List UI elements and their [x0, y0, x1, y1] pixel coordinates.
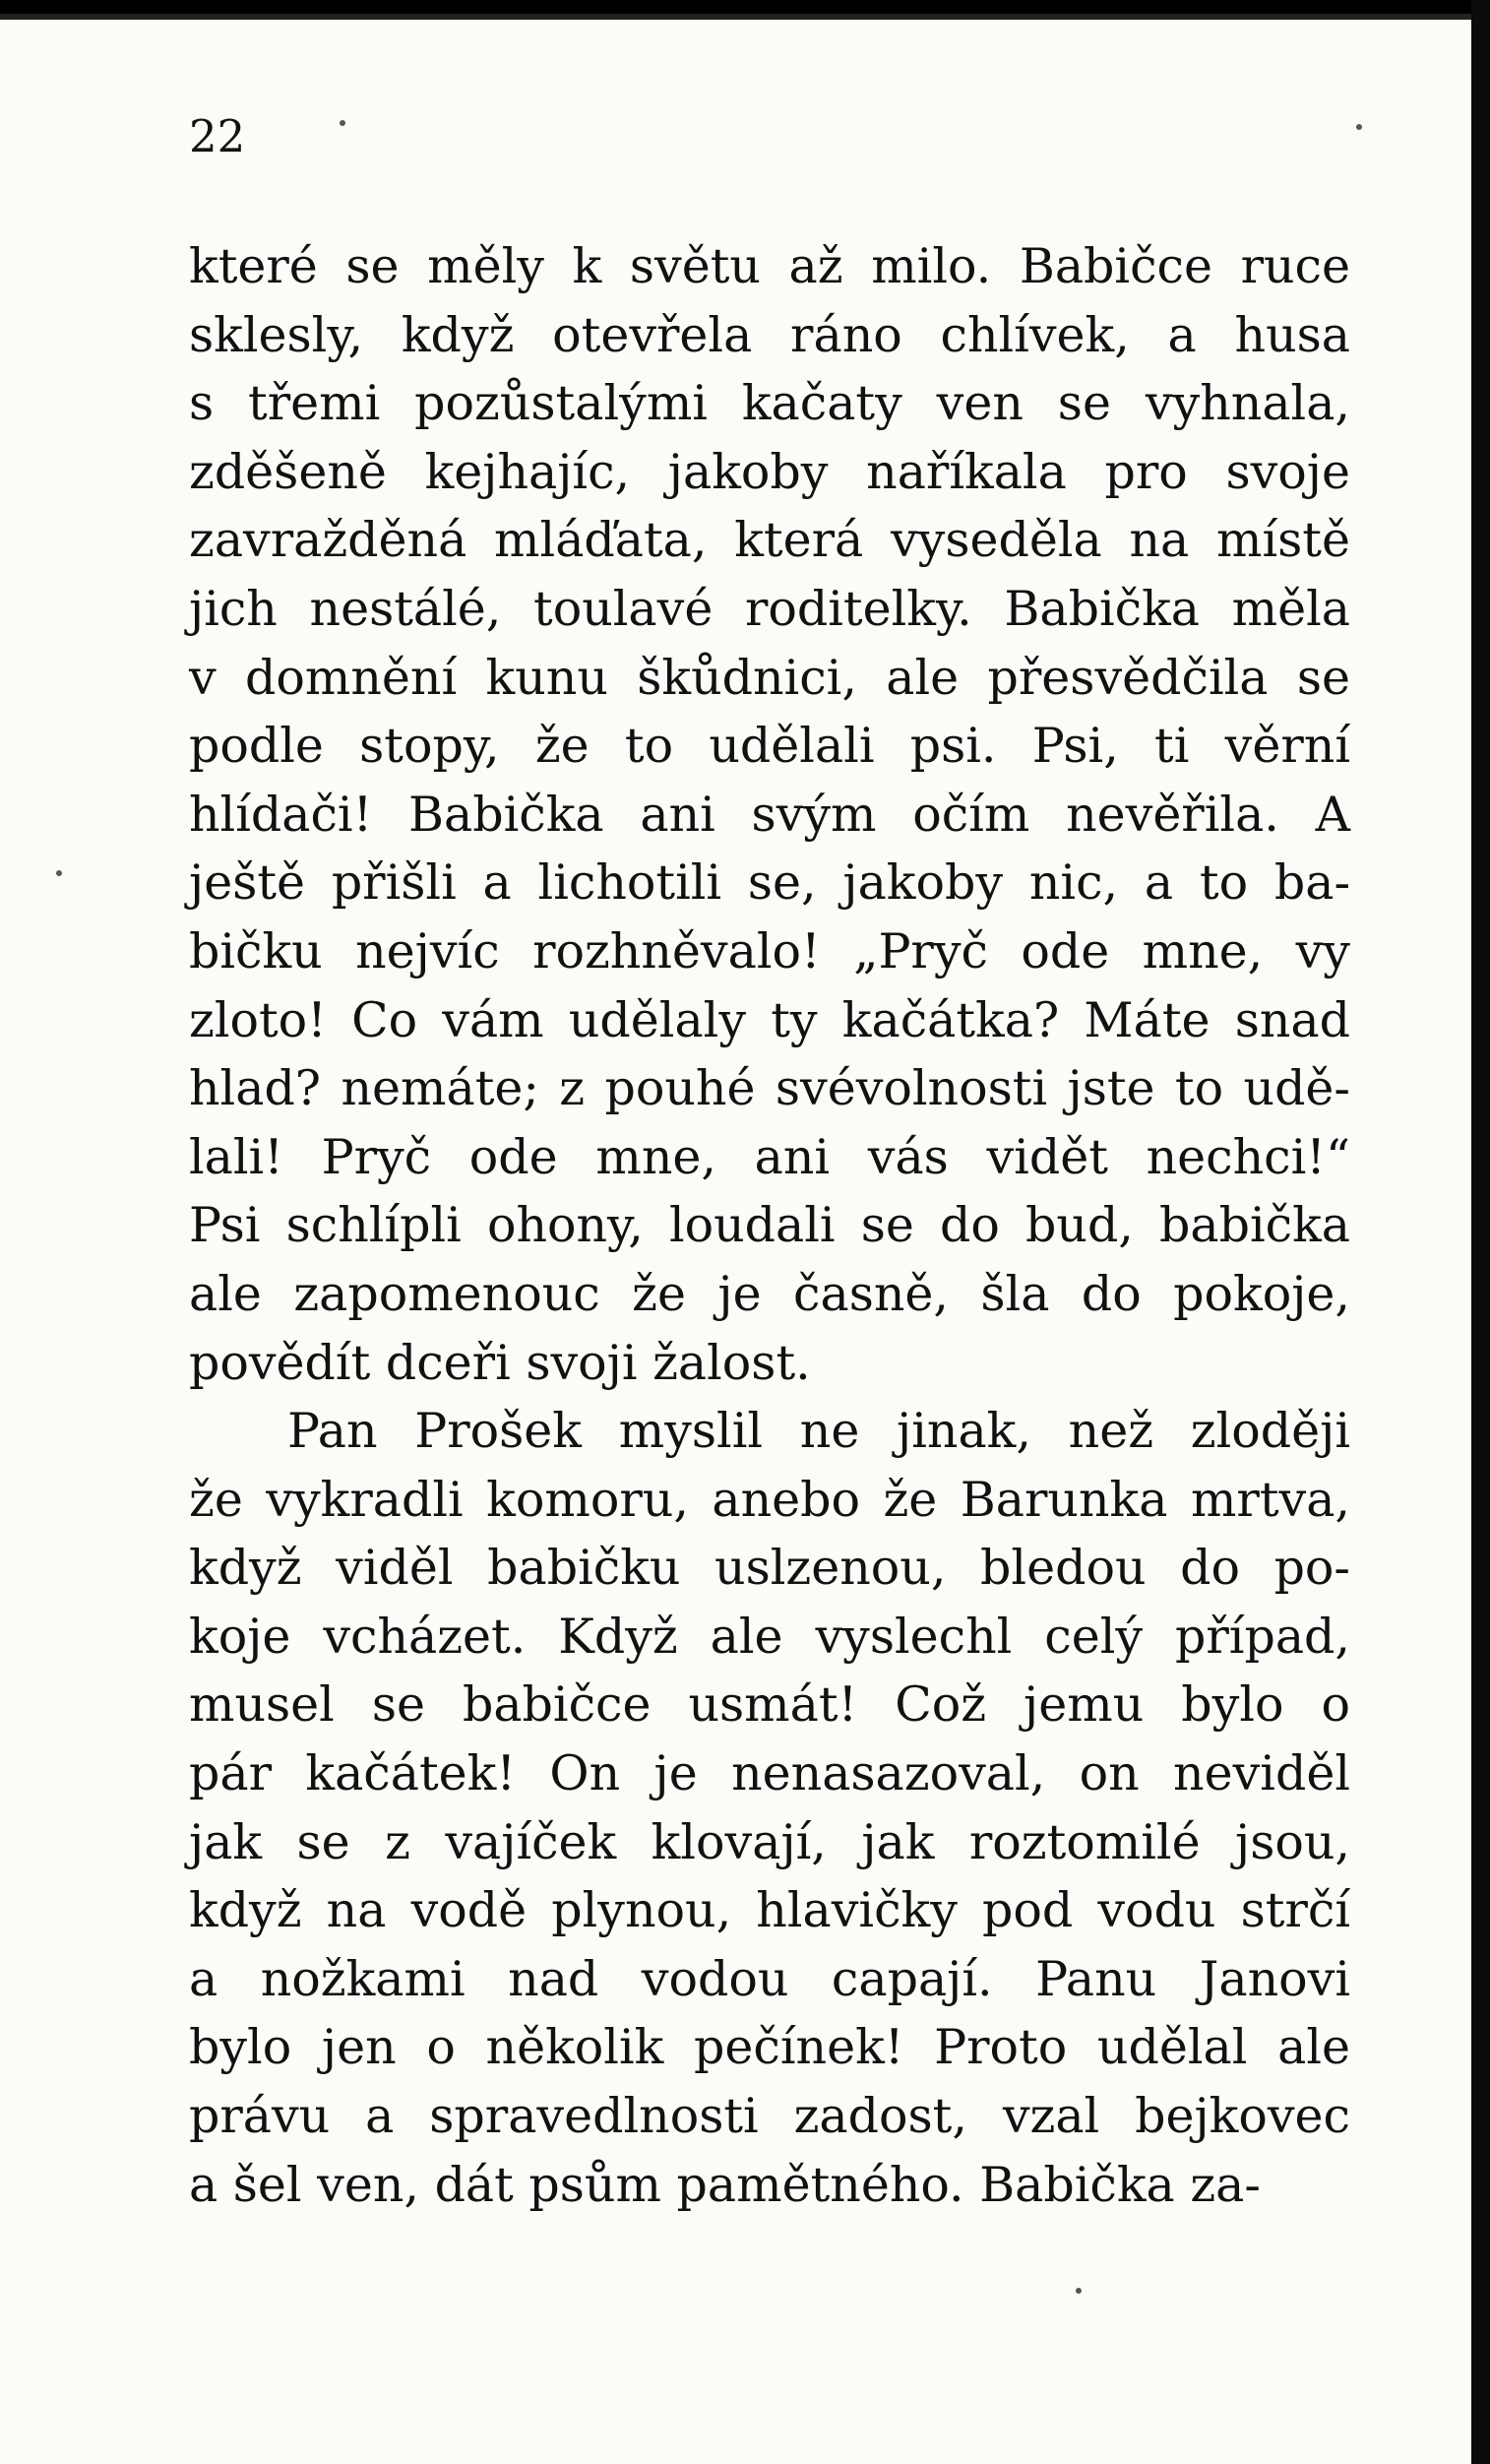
text-line: které se měly k světu až milo. Babičce ruce: [189, 238, 1350, 294]
text-line: sklesly, když otevřela ráno chlívek, a husa: [189, 306, 1350, 363]
text-line: hlídači! Babička ani svým očím nevěřila. A: [189, 786, 1350, 843]
print-speck: [1076, 2288, 1082, 2294]
text-line: ale zapomenouc že je časně, šla do pokoje,: [189, 1265, 1350, 1322]
scan-border: [1471, 0, 1490, 2464]
text-line: když viděl babičku uslzenou, bledou do po-: [189, 1540, 1350, 1597]
text-line: a šel ven, dát psům pamětného. Babička za-: [189, 2156, 1261, 2213]
paragraph-1: [189, 232, 1350, 1397]
text-line: koje vcházet. Když ale vyslechl celý případ,: [189, 1608, 1350, 1665]
text-line: že vykradli komoru, anebo že Barunka mrtva,: [189, 1471, 1350, 1528]
text-line: jich nestálé, toulavé roditelky. Babička měla: [189, 580, 1350, 637]
text-line: Pan Prošek myslil ne jinak, než zloději: [287, 1403, 1350, 1460]
page-text: [189, 232, 1350, 2219]
text-line: musel se babičce usmát! Což jemu bylo o: [189, 1676, 1350, 1734]
print-speck: [340, 120, 345, 126]
print-speck: [56, 870, 62, 876]
text-line: zavražděná mláďata, která vyseděla na místě: [189, 512, 1350, 569]
text-line: zděšeně kejhajíc, jakoby naříkala pro svoje: [189, 443, 1350, 500]
text-line: hlad? nemáte; z pouhé svévolnosti jste to udě-: [189, 1060, 1350, 1117]
text-line: jak se z vajíček klovají, jak roztomilé jsou,: [189, 1813, 1350, 1870]
text-line: a nožkami nad vodou capají. Panu Janovi: [189, 1950, 1350, 2007]
text-line: s třemi pozůstalými kačaty ven se vyhnala,: [189, 375, 1350, 432]
text-line: povědít dceři svoji žalost.: [189, 1334, 811, 1391]
paragraph-2: [189, 1397, 1350, 2219]
text-line: podle stopy, že to udělali psi. Psi, ti věrní: [189, 718, 1350, 775]
text-line: Psi schlípli ohony, loudali se do bud, babička: [189, 1197, 1350, 1254]
text-line: bylo jen o několik pečínek! Proto udělal ale: [189, 2019, 1350, 2076]
text-line: v domnění kunu škůdnici, ale přesvědčila se: [189, 649, 1350, 706]
text-line: ještě přišli a lichotili se, jakoby nic, a to ba-: [189, 854, 1350, 912]
text-line: když na vodě plynou, hlavičky pod vodu strčí: [189, 1882, 1350, 1939]
text-line: zloto! Co vám udělaly ty kačátka? Máte snad: [189, 991, 1350, 1048]
print-speck: [1356, 124, 1362, 130]
text-line: pár kačátek! On je nenasazoval, on neviděl: [189, 1745, 1350, 1802]
text-line: právu a spravedlnosti zadost, vzal bejkovec: [189, 2088, 1350, 2145]
text-line: bičku nejvíc rozhněvalo! „Pryč ode mne, vy: [189, 922, 1350, 979]
text-line: lali! Pryč ode mne, ani vás vidět nechci!“: [189, 1128, 1350, 1185]
page-number: 22: [189, 110, 246, 162]
book-page: [0, 14, 1471, 2464]
